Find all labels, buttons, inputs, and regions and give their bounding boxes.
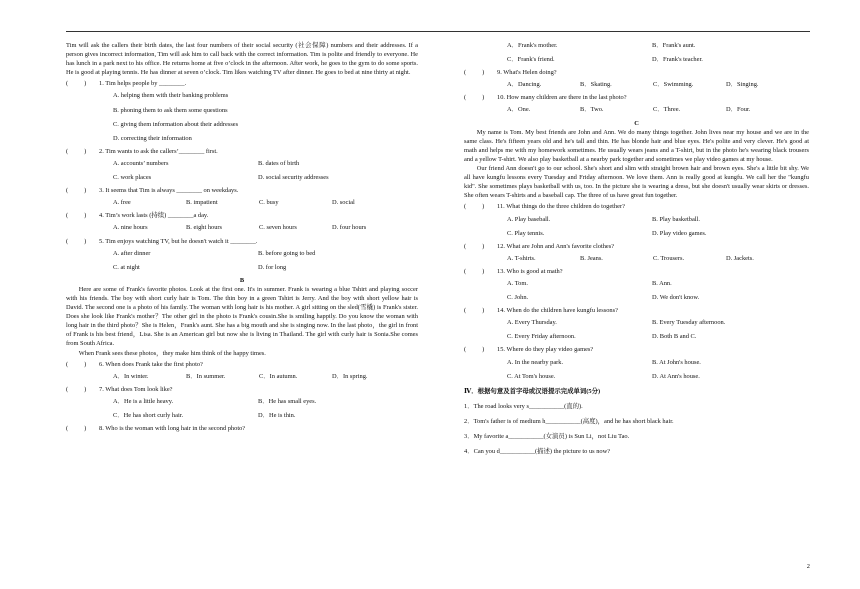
option[interactable]: C. Play tennis.	[507, 229, 545, 237]
option[interactable]: C．Three.	[653, 106, 681, 114]
option[interactable]: B．He has small eyes.	[258, 397, 317, 405]
option[interactable]: B. before going to bed	[258, 249, 316, 257]
question-4	[66, 211, 418, 220]
question-13-options	[507, 279, 809, 302]
question-12-options	[507, 254, 809, 263]
question-2	[66, 147, 418, 156]
option[interactable]: B. Every Tuesday afternoon.	[652, 319, 726, 327]
option[interactable]: B．Skating.	[580, 81, 612, 89]
question-3	[66, 186, 418, 195]
answer-blank[interactable]: ( )	[66, 80, 87, 88]
fill-in-item[interactable]: 3．My favorite a___________(女演员) is Sun Li，not Liu Tao.	[464, 433, 630, 440]
question-15-options	[507, 358, 809, 381]
answer-blank[interactable]: ( )	[66, 237, 87, 245]
option[interactable]: C. Trousers.	[653, 254, 685, 262]
option[interactable]: D．He is thin.	[258, 412, 296, 419]
option[interactable]: C. John.	[507, 294, 529, 302]
question-10	[464, 93, 809, 102]
option[interactable]: D．Four.	[726, 106, 751, 114]
question-8-options	[507, 41, 809, 64]
question-15	[464, 345, 809, 354]
option[interactable]: A．One.	[507, 106, 531, 114]
right-column	[464, 41, 809, 462]
option[interactable]: C. seven hours	[259, 224, 297, 232]
question-6	[66, 360, 418, 369]
option[interactable]: D. We don't know.	[652, 294, 700, 302]
option[interactable]: A. after dinner	[113, 249, 151, 257]
option[interactable]: C. busy	[259, 199, 279, 207]
question-12	[464, 242, 809, 251]
question-14	[464, 306, 809, 315]
option[interactable]: C. at night	[113, 263, 140, 271]
option[interactable]: D. At Ann's house.	[652, 372, 700, 380]
passage-b-closing: When Frank sees these photos，they make him think of the happy times.	[78, 349, 266, 357]
section-4-heading: Ⅳ．根据句意及首字母或汉语提示完成单词(5分)	[464, 387, 601, 395]
answer-blank[interactable]: ( )	[66, 425, 87, 433]
answer-blank[interactable]: ( )	[464, 346, 485, 354]
question-6-options	[113, 372, 418, 381]
question-text: 3. It seems that Tim is always ________ on weekdays.	[99, 187, 239, 195]
option[interactable]: A. nine hours	[113, 224, 148, 232]
question-text: 8. Who is the woman with long hair in the second photo?	[99, 425, 246, 433]
header-rule	[66, 31, 810, 32]
answer-blank[interactable]: ( )	[464, 267, 485, 275]
question-text: 9. What's Helen doing?	[497, 69, 557, 77]
question-7-options	[113, 397, 418, 420]
option[interactable]: C．In autumn.	[259, 372, 298, 380]
answer-blank[interactable]: ( )	[464, 307, 485, 315]
question-1-options	[113, 91, 418, 142]
answer-blank[interactable]: ( )	[66, 147, 87, 155]
option[interactable]: A. Play baseball.	[507, 215, 551, 223]
section-c-heading: C	[634, 119, 639, 127]
option[interactable]: D. social	[332, 199, 355, 207]
option[interactable]: D. social security addresses	[258, 174, 329, 182]
option[interactable]: D. for long	[258, 263, 287, 271]
option[interactable]: D. four hours	[332, 224, 367, 232]
passage-a-text: Tim will ask the callers their birth dates, the last four numbers of their social security (社会保障) numbers and their addresses. If a person gives incorrect information, Tim will ask him to call back with the correct information. Tim is polite and friendly to everyone. He has lunch in a park next to his office. He returns home at five o’clock in the afternoon. After work, he goes to the gym to do some sports. He is good at playing tennis. He has dinner at seven o’clock. Tim likes watching TV after dinner. He goes to bed at nine thirty at night.	[66, 42, 418, 77]
question-text: 13. Who is good at math?	[497, 267, 563, 275]
option[interactable]: B. phoning them to ask them some questions	[113, 106, 228, 114]
question-9-options	[507, 80, 809, 89]
option[interactable]: A. free	[113, 199, 131, 207]
question-5-options	[113, 249, 418, 272]
option[interactable]: D. Play video games.	[652, 229, 707, 237]
option[interactable]: D. Both B and C.	[652, 333, 697, 341]
section-b-heading: B	[239, 276, 245, 284]
option[interactable]: A. Tom.	[507, 279, 528, 287]
question-7	[66, 385, 418, 394]
option[interactable]: A. accounts’ numbers	[113, 159, 169, 167]
option[interactable]: B. eight hours	[186, 224, 223, 232]
question-text: 14. When do the children have kungfu lessons?	[497, 307, 618, 315]
fill-in-item[interactable]: 1．The road looks very s___________(直的).	[464, 402, 583, 410]
option[interactable]: B. At John's house.	[652, 358, 701, 366]
question-3-options	[113, 198, 418, 207]
question-text: 5. Tim enjoys watching TV, but he doesn't watch it ________.	[99, 237, 258, 245]
option[interactable]: B．In summer.	[186, 372, 226, 380]
answer-blank[interactable]: ( )	[464, 203, 485, 211]
option[interactable]: A．He is a little heavy.	[113, 397, 174, 405]
question-text: 7. What does Tom look like?	[99, 385, 173, 393]
option[interactable]: C．Frank's friend.	[507, 56, 555, 64]
option[interactable]: B. Jeans.	[580, 254, 603, 262]
option[interactable]: A．Dancing.	[507, 81, 542, 89]
option[interactable]: B. Ann.	[652, 279, 672, 287]
passage-c-paragraph-1: My name is Tom. My best friends are John and Ann. We do many things together. John lives near my house and we are in the same class. He's fifteen years old and he's tall and thin. He has blonde hair and blue eyes. He's polite and very clever. He's good at math and helps me with my homework sometimes. He usually wears jeans and a T-shirt, but in the photo he's wearing black trousers and a yellow T-shirt. We also play basketball at a nearby park together and sometimes we play video games at my house.	[464, 128, 809, 163]
question-13	[464, 267, 809, 276]
question-9	[464, 68, 809, 77]
answer-blank[interactable]: ( )	[66, 212, 87, 220]
answer-blank[interactable]: ( )	[464, 94, 485, 102]
option[interactable]: D. Jackets.	[726, 254, 754, 262]
option[interactable]: C．He has short curly hair.	[113, 412, 184, 419]
option[interactable]: D．Frank's teacher.	[652, 56, 703, 64]
answer-blank[interactable]: ( )	[66, 385, 87, 393]
option[interactable]: A. Every Thursday.	[507, 319, 557, 327]
question-1	[66, 79, 418, 88]
question-4-options	[113, 223, 418, 232]
passage-c-paragraph-2: Our friend Ann doesn't go to our school. She's short and slim with straight brown hair and brown eyes. She's a little bit shy. We all have kungfu lessons every Tuesday and Friday afternoon. We love them. Ann is really good at kungfu. We call her the "kungfu kid". She sometimes plays basketball with us, too. In the picture she is wearing a dress, but she doesn't usually wear skirts or dresses. She often wears T-shirts and a baseball cap. The three of us have great fun together.	[464, 165, 809, 200]
question-text: 6. When does Frank take the first photo?	[99, 360, 203, 368]
question-text: 12. What are John and Ann's favorite clothes?	[497, 242, 615, 250]
left-column	[66, 41, 418, 436]
option[interactable]: B. impatient	[186, 199, 218, 207]
option[interactable]: A．In winter.	[113, 372, 149, 380]
question-text: 11. What things do the three children do together?	[497, 203, 625, 211]
option[interactable]: A. T-shirts.	[507, 254, 536, 262]
option[interactable]: C. Every Friday afternoon.	[507, 333, 576, 341]
fill-in-item[interactable]: 4．Can you d___________(描述) the picture to us now?	[464, 448, 611, 456]
option[interactable]: B. Play basketball.	[652, 215, 700, 223]
option[interactable]: A．Frank's mother.	[507, 42, 558, 49]
question-8	[66, 424, 418, 433]
question-14-options	[507, 318, 809, 341]
question-10-options	[507, 105, 809, 114]
option[interactable]: A. helping them with their banking problems	[113, 92, 229, 100]
question-11-options	[507, 215, 809, 238]
option[interactable]: C. giving them information about their addresses	[113, 120, 239, 128]
fill-in-item[interactable]: 2．Tom's father is of medium h___________(高度)，and he has short black hair.	[464, 417, 674, 425]
answer-blank[interactable]: ( )	[66, 360, 87, 368]
question-5	[66, 237, 418, 246]
question-text: 4. Tim’s work lasts (持续) ________a day.	[99, 212, 209, 220]
passage-b-text: Here are some of Frank's favorite photos. Look at the first one. It's in summer. Frank is wearing a blue Tshirt and playing soccer with his friends. The boy with short curly hair is Tom. The thin boy in a green Tshirt is Jerry. And the boy with short yellow hair is David. The second one is a photo of his family. The woman with long hair is his mother. A girl sitting on the sled(雪橇) is Frank's sister. Does she look like Frank's mother？The other girl in the photo is Frank's cousin.She is smiling happily. Do you know the woman with long hair in the third photo？She is Helen，Frank's aunt. She has a big mouth and she is singing now. In the last photo，the girl in front of Frank is his best friend，Lisa. She is an American girl but now she is living in Thailand. The girl with curly hair is Sonia.She comes from South Africa.	[66, 285, 418, 348]
answer-blank[interactable]: ( )	[464, 242, 485, 250]
option[interactable]: D．In spring.	[332, 372, 368, 380]
answer-blank[interactable]: ( )	[66, 187, 87, 195]
option[interactable]: C．Swimming.	[653, 81, 694, 89]
option[interactable]: B．Frank's aunt.	[652, 42, 696, 49]
question-text: 10. How many children are there in the last photo?	[497, 94, 627, 102]
question-text: 2. Tim wants to ask the callers’________ first.	[99, 147, 218, 155]
question-text: 15. Where do they play video games?	[497, 346, 594, 354]
question-text: 1. Tim helps people by ________.	[99, 80, 187, 88]
option[interactable]: C. At Tom's house.	[507, 372, 556, 380]
question-2-options	[113, 159, 418, 182]
option[interactable]: D．Singing.	[726, 81, 759, 89]
option[interactable]: A. In the nearby park.	[507, 358, 564, 366]
option[interactable]: B. dates of birth	[258, 159, 300, 167]
page-number: 2	[806, 563, 810, 570]
option[interactable]: B．Two.	[580, 106, 604, 114]
option[interactable]: D. correcting their information	[113, 134, 192, 142]
answer-blank[interactable]: ( )	[464, 69, 485, 77]
question-11	[464, 202, 809, 211]
option[interactable]: C. work places	[113, 174, 152, 182]
